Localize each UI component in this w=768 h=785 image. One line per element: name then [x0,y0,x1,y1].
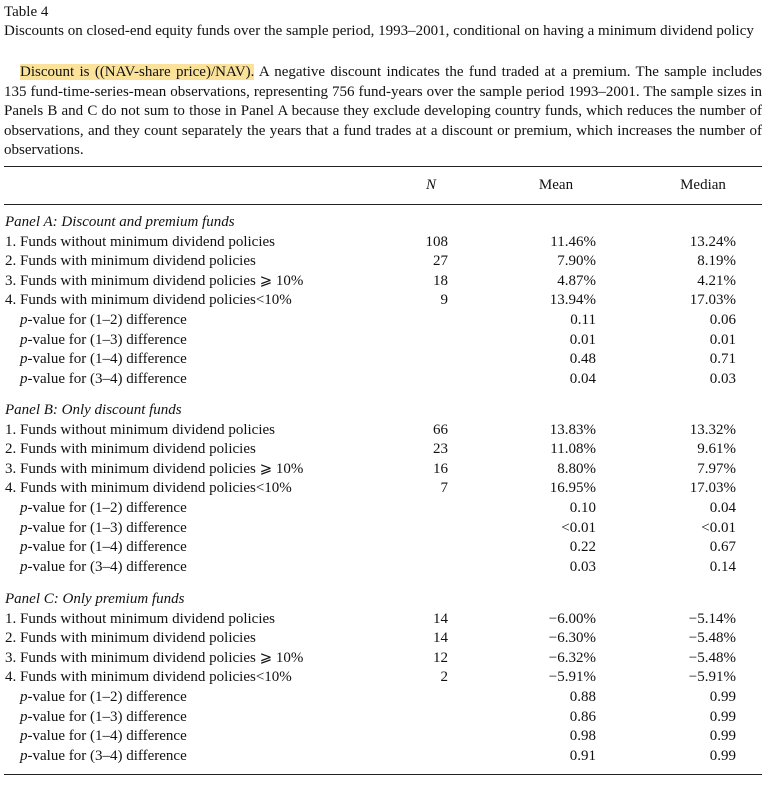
panel-b [0,401,768,577]
p-letter: p [20,708,28,725]
row-label [20,370,187,390]
row-label: 1. Funds without minimum dividend policies [5,421,275,438]
p-letter: p [20,311,28,328]
n-cell: 9 [440,292,448,309]
table-row [0,291,768,311]
row-label-text: -value for (3–4) difference [27,370,187,387]
mean-cell: <0.01 [561,519,596,536]
median-cell: 17.03% [689,292,736,309]
n-cell: 108 [425,233,448,250]
column-header-n: N [425,177,436,193]
panel-c [0,590,768,766]
n-cell: 7 [440,480,448,497]
bottom-rule [4,774,762,775]
median-cell: −5.48% [688,630,736,647]
row-label [20,499,187,519]
row-label-text: -value for (1–3) difference [27,708,187,725]
row-label: 3. Funds with minimum dividend policies ⩾ 10% [5,460,304,477]
table-notes [4,63,762,161]
table-row [0,233,768,253]
median-cell: 17.03% [689,480,736,497]
panel-title: Panel C: Only premium funds [5,591,185,607]
median-cell: 0.99 [709,708,736,725]
n-cell: 23 [433,441,448,458]
row-label [20,331,187,351]
n-cell: 2 [440,669,448,686]
highlighted-text[interactable]: Discount is ((NAV-share price)/NAV). [20,64,255,80]
column-header-median: Median [680,177,726,193]
row-label [20,519,187,539]
mean-cell: 0.48 [569,351,596,368]
table-row [0,440,768,460]
row-label-text: -value for (1–4) difference [27,351,187,368]
p-letter: p [20,728,28,745]
row-label: 4. Funds with minimum dividend policies<10% [5,480,292,497]
median-cell: 4.21% [697,272,736,289]
row-label [20,747,187,767]
row-label: 4. Funds with minimum dividend policies<10% [5,669,292,686]
row-label [20,350,187,370]
mean-cell: 11.46% [550,233,596,250]
mean-cell: 4.87% [557,272,596,289]
row-label [20,688,187,708]
median-cell: <0.01 [701,519,736,536]
n-cell: 66 [433,421,448,438]
table-row [0,460,768,480]
mean-cell: 0.88 [569,688,596,705]
n-cell: 16 [433,460,448,477]
pvalue-row [0,538,768,558]
pvalue-row [0,331,768,351]
row-label-text: -value for (1–3) difference [27,519,187,536]
median-cell: 8.19% [697,253,736,270]
row-label: 3. Funds with minimum dividend policies ⩾ 10% [5,649,304,666]
median-cell: 13.24% [689,233,736,250]
row-label [20,311,187,331]
median-cell: 0.71 [709,351,736,368]
n-cell: 14 [433,610,448,627]
pvalue-row [0,350,768,370]
top-rule [4,166,762,167]
table-row [0,649,768,669]
row-label-text: -value for (1–3) difference [27,331,187,348]
p-letter: p [20,499,28,516]
mean-cell: 0.10 [569,499,596,516]
mean-cell: −5.91% [548,669,596,686]
row-label: 2. Funds with minimum dividend policies [5,441,256,458]
row-label: 1. Funds without minimum dividend policies [5,233,275,250]
median-cell: 0.14 [709,558,736,575]
median-cell: 7.97% [697,460,736,477]
median-cell: −5.91% [688,669,736,686]
mean-cell: 0.11 [570,311,596,328]
row-label-text: -value for (1–4) difference [27,728,187,745]
p-letter: p [20,519,28,536]
median-cell: 0.67 [709,539,736,556]
mean-cell: −6.32% [548,649,596,666]
pvalue-row [0,370,768,390]
row-label-text: -value for (1–2) difference [27,499,187,516]
pvalue-row [0,727,768,747]
n-cell: 14 [433,630,448,647]
p-letter: p [20,351,28,368]
panel-title: Panel B: Only discount funds [5,402,182,418]
row-label: 2. Funds with minimum dividend policies [5,253,256,270]
mean-cell: 16.95% [549,480,596,497]
table-row [0,479,768,499]
table-row [0,252,768,272]
pvalue-row [0,708,768,728]
p-letter: p [20,747,28,764]
mean-cell: −6.30% [548,630,596,647]
mean-cell: 0.04 [569,370,596,387]
mean-cell: 0.01 [569,331,596,348]
mean-cell: 0.91 [569,747,596,764]
n-cell: 18 [433,272,448,289]
panel-title: Panel A: Discount and premium funds [5,214,235,230]
p-letter: p [20,688,28,705]
table-row [0,610,768,630]
mean-cell: 0.03 [569,558,596,575]
table-row [0,272,768,292]
median-cell: 9.61% [697,441,736,458]
median-cell: −5.14% [688,610,736,627]
median-cell: 0.99 [709,728,736,745]
header-rule [4,204,762,205]
mean-cell: 13.94% [549,292,596,309]
row-label-text: -value for (1–4) difference [27,539,187,556]
mean-cell: 7.90% [557,253,596,270]
pvalue-row [0,688,768,708]
table-caption: Discounts on closed-end equity funds over the sample period, 1993–2001, conditional on having a minimum dividend policy [4,23,754,39]
table-label: Table 4 [4,4,49,20]
pvalue-row [0,747,768,767]
median-cell: 0.04 [709,499,736,516]
mean-cell: 11.08% [550,441,596,458]
n-cell: 12 [433,649,448,666]
row-label-text: -value for (1–2) difference [27,311,187,328]
mean-cell: 0.98 [569,728,596,745]
row-label: 2. Funds with minimum dividend policies [5,630,256,647]
row-label-text: -value for (1–2) difference [27,688,187,705]
mean-cell: 0.86 [569,708,596,725]
median-cell: 0.03 [709,370,736,387]
median-cell: 0.06 [709,311,736,328]
row-label-text: -value for (3–4) difference [27,558,187,575]
notes-text: A negative discount indicates the fund traded at a premium. The sample includes 135 fund-time-series-mean observations, representing 756 fund-years over the sample period 1993–2001. The sample sizes in Panels B and C do not sum to those in Panel A because they exclude developing country funds, which reduces the number of observations, and they count separately the years that a fund trades at a discount or premium, which increases the number of observations. [4,64,763,158]
p-letter: p [20,331,28,348]
row-label: 3. Funds with minimum dividend policies ⩾ 10% [5,272,304,289]
mean-cell: 0.22 [569,539,596,556]
row-label [20,558,187,578]
median-cell: −5.48% [688,649,736,666]
median-cell: 13.32% [689,421,736,438]
n-cell: 27 [433,253,448,270]
mean-cell: 13.83% [549,421,596,438]
median-cell: 0.99 [709,688,736,705]
p-letter: p [20,370,28,387]
median-cell: 0.01 [709,331,736,348]
column-header-mean: Mean [538,177,574,193]
row-label: 1. Funds without minimum dividend policies [5,610,275,627]
pvalue-row [0,519,768,539]
p-letter: p [20,539,28,556]
row-label-text: -value for (3–4) difference [27,747,187,764]
p-letter: p [20,558,28,575]
pvalue-row [0,558,768,578]
mean-cell: −6.00% [548,610,596,627]
table-row [0,421,768,441]
panel-a [0,213,768,389]
row-label [20,538,187,558]
row-label [20,727,187,747]
pvalue-row [0,499,768,519]
row-label: 4. Funds with minimum dividend policies<10% [5,292,292,309]
median-cell: 0.99 [709,747,736,764]
table-row [0,668,768,688]
table-row [0,629,768,649]
pvalue-row [0,311,768,331]
mean-cell: 8.80% [557,460,596,477]
row-label [20,708,187,728]
